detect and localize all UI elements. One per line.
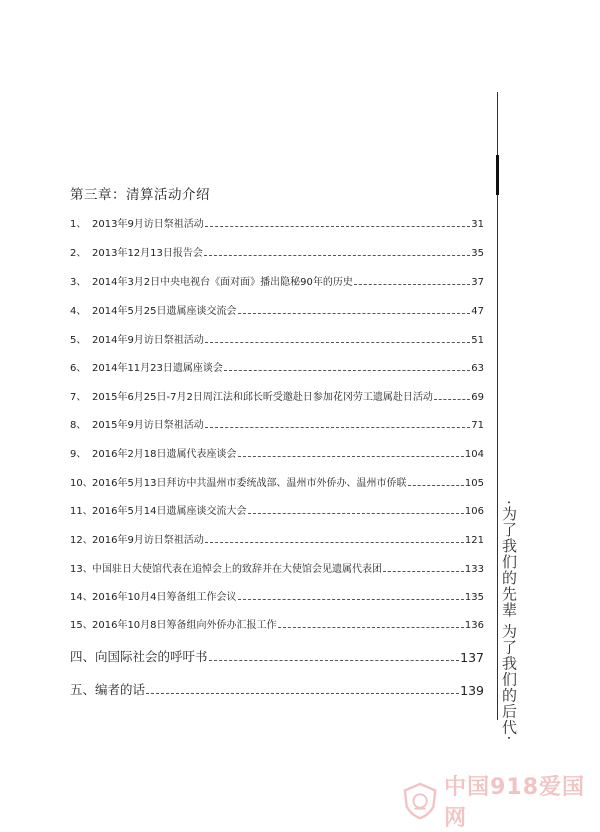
- toc-leader: [205, 542, 464, 543]
- toc-entry-text: 2014年11月23日遗属座谈会: [92, 363, 223, 374]
- toc-leader: [278, 627, 464, 628]
- toc-entry: [70, 385, 484, 403]
- toc-entry-number: 12、: [70, 535, 93, 546]
- toc-entry-text: 中国驻日大使馆代表在追悼会上的致辞并在大使馆会见遗属代表团: [92, 564, 382, 575]
- toc-entry-text: 2014年3月2日中央电视台《面对面》播出隐秘90年的历史: [92, 277, 353, 288]
- toc-leader: [205, 226, 470, 227]
- toc-entry-number: 13、: [70, 564, 93, 575]
- toc-entry-page: 135: [464, 592, 484, 603]
- toc-leader: [434, 399, 470, 400]
- toc-entry-number: 7、: [70, 392, 87, 403]
- toc-leader: [354, 284, 470, 285]
- toc-leader: [204, 255, 470, 256]
- toc-leader: [209, 660, 460, 661]
- toc-entry-page: 106: [464, 506, 484, 517]
- shield-logo-icon: [402, 781, 438, 821]
- toc-entry-page: 31: [471, 219, 484, 230]
- toc-entry: [70, 442, 484, 460]
- toc-section: [70, 645, 484, 665]
- toc-entry-number: 6、: [70, 363, 87, 374]
- toc-entry: [70, 299, 484, 317]
- watermark-text: 中国918爱国网: [444, 775, 586, 831]
- toc-entry-text: 2016年10月8日筹备组向外侨办汇报工作: [92, 620, 277, 631]
- toc-section-page: 139: [460, 683, 484, 698]
- toc-entry-text: 2015年9月访日祭祖活动: [92, 420, 204, 431]
- toc-entry-text: 2016年9月访日祭祖活动: [92, 535, 204, 546]
- toc-entry-number: 14、: [70, 592, 93, 603]
- toc-entry-page: 105: [464, 478, 484, 489]
- toc-entry: [70, 241, 484, 259]
- toc-section-text: 五、编者的话: [70, 682, 146, 697]
- toc-entry-number: 4、: [70, 306, 87, 317]
- toc-entry-page: 37: [471, 277, 484, 288]
- toc-entry-number: 8、: [70, 420, 87, 431]
- toc-entry: [70, 557, 484, 575]
- toc-leader: [238, 456, 464, 457]
- toc-entry: [70, 585, 484, 603]
- toc-entry-number: 15、: [70, 620, 93, 631]
- toc-entry-page: 121: [464, 535, 484, 546]
- side-slogan: ·为了我们的先辈 为了我们的后代·: [500, 500, 518, 742]
- toc-entry-text: 2013年12月13日报告会: [92, 248, 203, 259]
- toc-leader: [408, 485, 464, 486]
- toc-entry-number: 2、: [70, 248, 87, 259]
- toc-entry-number: 11、: [70, 506, 93, 517]
- toc-entry: [70, 270, 484, 288]
- toc-entry-number: 5、: [70, 335, 87, 346]
- toc-entry: [70, 356, 484, 374]
- toc-entry-page: 104: [464, 449, 484, 460]
- toc-leader: [224, 370, 470, 371]
- toc-entry-page: 136: [464, 620, 484, 631]
- toc-leader: [238, 313, 471, 314]
- toc-entry-page: 47: [471, 306, 484, 317]
- toc-entry-page: 35: [471, 248, 484, 259]
- toc-section-page: 137: [460, 650, 484, 665]
- watermark: [402, 770, 600, 832]
- toc-entry-page: 69: [471, 392, 484, 403]
- toc-entry-number: 9、: [70, 449, 87, 460]
- toc-entry-text: 2016年2月18日遗属代表座谈会: [92, 449, 237, 460]
- toc-entry-number: 3、: [70, 277, 87, 288]
- toc-entry-page: 133: [464, 564, 484, 575]
- toc-entry: [70, 413, 484, 431]
- toc-entry-number: 10、: [70, 478, 93, 489]
- toc-entry-page: 71: [471, 420, 484, 431]
- toc-section-text: 四、向国际社会的呼吁书: [70, 649, 208, 664]
- toc-entry: [70, 528, 484, 546]
- toc-entry-text: 2014年9月访日祭祖活动: [92, 335, 204, 346]
- toc-entry: [70, 613, 484, 631]
- toc-entry-text: 2013年9月访日祭祖活动: [92, 219, 204, 230]
- toc-entry: [70, 471, 484, 489]
- toc-leader: [146, 693, 459, 694]
- toc-leader: [238, 599, 464, 600]
- toc-section: [70, 678, 484, 698]
- toc-leader: [205, 427, 470, 428]
- toc-entry: [70, 499, 484, 517]
- toc-entry-number: 1、: [70, 219, 87, 230]
- toc-leader: [248, 513, 464, 514]
- toc-entry-text: 2016年10月4日筹备组工作会议: [92, 592, 237, 603]
- toc-entry-text: 2016年5月14日遗属座谈交流大会: [92, 506, 247, 517]
- toc-entry-page: 63: [471, 363, 484, 374]
- toc-entry: [70, 212, 484, 230]
- toc-leader: [383, 571, 464, 572]
- toc-leader: [205, 342, 470, 343]
- vertical-rule-marker: [496, 155, 499, 195]
- toc-entry-text: 2014年5月25日遗属座谈交流会: [92, 306, 237, 317]
- toc-entry-text: 2015年6月25日-7月2日周江法和邱长昕受邀赴日参加花冈劳工遗属赴日活动: [92, 392, 433, 403]
- toc-entry: [70, 328, 484, 346]
- toc-entry-page: 51: [471, 335, 484, 346]
- chapter-title: 第三章：清算活动介绍: [70, 187, 210, 203]
- toc-entry-text: 2016年5月13日拜访中共温州市委统战部、温州市外侨办、温州市侨联: [92, 478, 407, 489]
